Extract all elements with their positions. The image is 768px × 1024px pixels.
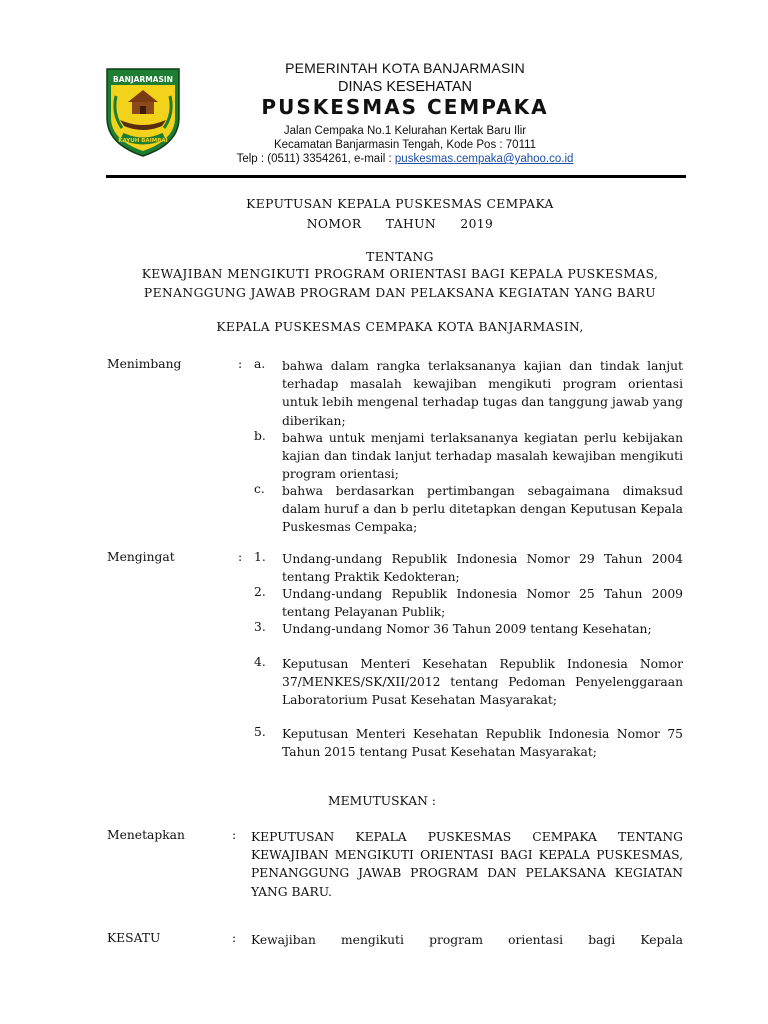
mengingat-label: Mengingat xyxy=(107,550,175,564)
menetapkan-label: Menetapkan xyxy=(107,828,185,842)
email-link[interactable]: puskesmas.cempaka@yahoo.co.id xyxy=(394,153,574,165)
subject-line-2: PENANGGUNG JAWAB PROGRAM DAN PELAKSANA KEGIATAN YANG BARU xyxy=(143,286,657,300)
institution-name: PUSKESMAS CEMPAKA xyxy=(261,95,549,119)
logo-top-text: BANJARMASIN xyxy=(113,75,173,84)
menimbang-marker-a: a. xyxy=(254,357,266,371)
menetapkan-colon: : xyxy=(232,828,237,842)
government-name: PEMERINTAH KOTA BANJARMASIN xyxy=(285,60,525,76)
mengingat-marker-1: 1. xyxy=(254,550,266,564)
logo-bottom-text: KAYUH BAIMBAI xyxy=(118,138,168,144)
mengingat-item-2: Undang-undang Republik Indonesia Nomor 25 Tahun 2009 tentang Pelayanan Publik; xyxy=(282,587,683,620)
decree-title: KEPUTUSAN KEPALA PUSKESMAS CEMPAKA xyxy=(246,197,554,211)
menimbang-item-a: bahwa dalam rangka terlaksananya kajian dan tindak lanjut terhadap masalah kewajiban mengikuti program orientasi untuk lebih mengenal terhadap tugas dan tanggung jawab yang diberikan; xyxy=(282,359,683,428)
mengingat-item-1: Undang-undang Republik Indonesia Nomor 29 Tahun 2004 tentang Praktik Kedokteran; xyxy=(282,552,683,585)
menimbang-item-b: bahwa untuk menjami terlaksananya kegiatan perlu kebijakan kajian dan tindak lanjut terhadap masalah kewajiban mengikuti program orientasi; xyxy=(282,431,683,482)
mengingat-marker-3: 3. xyxy=(254,620,266,634)
mengingat-marker-5: 5. xyxy=(254,725,266,739)
menimbang-item-c: bahwa berdasarkan pertimbangan sebagaimana dimaksud dalam huruf a dan b perlu ditetapkan dengan Keputusan Kepala Puskesmas Cempaka; xyxy=(282,484,683,535)
memutuskan-heading: MEMUTUSKAN : xyxy=(328,794,436,808)
city-emblem-logo xyxy=(104,66,182,158)
address-line-2: Kecamatan Banjarmasin Tengah, Kode Pos : 70111 xyxy=(273,139,537,151)
mengingat-marker-2: 2. xyxy=(254,585,266,599)
letterhead-divider xyxy=(106,175,686,178)
menetapkan-text: KEPUTUSAN KEPALA PUSKESMAS CEMPAKA TENTANG KEWAJIBAN MENGIKUTI ORIENTASI BAGI KEPALA PUSKESMAS, PENANGGUNG JAWAB PROGRAM DAN PELAKSANA KEGIATAN YANG BARU. xyxy=(251,830,683,899)
issuing-official: KEPALA PUSKESMAS CEMPAKA KOTA BANJARMASIN, xyxy=(216,320,584,334)
contact-phone: Telp : (0511) 3354261, e-mail : xyxy=(236,153,395,165)
menimbang-colon: : xyxy=(238,357,243,371)
menimbang-label: Menimbang xyxy=(107,357,182,371)
kesatu-colon: : xyxy=(232,931,237,945)
about-heading: TENTANG xyxy=(366,250,434,264)
mengingat-item-4: Keputusan Menteri Kesehatan Republik Indonesia Nomor 37/MENKES/SK/XII/2012 tentang Pedoman Penyelenggaraan Laboratorium Pusat Kesehatan Masyarakat; xyxy=(282,657,683,708)
menimbang-marker-b: b. xyxy=(254,429,266,443)
decree-number: NOMOR TAHUN 2019 xyxy=(306,217,494,231)
mengingat-item-3: Undang-undang Nomor 36 Tahun 2009 tentang Kesehatan; xyxy=(282,622,652,636)
mengingat-marker-4: 4. xyxy=(254,655,266,669)
menimbang-marker-c: c. xyxy=(254,482,265,496)
address-line-1: Jalan Cempaka No.1 Kelurahan Kertak Baru Ilir xyxy=(283,125,527,137)
contact-line xyxy=(170,153,640,165)
mengingat-colon: : xyxy=(238,550,243,564)
mengingat-item-5: Keputusan Menteri Kesehatan Republik Indonesia Nomor 75 Tahun 2015 tentang Pusat Kesehatan Masyarakat; xyxy=(282,727,683,760)
kesatu-text: Kewajiban mengikuti program orientasi bagi Kepala xyxy=(251,933,683,947)
subject-line-1: KEWAJIBAN MENGIKUTI PROGRAM ORIENTASI BAGI KEPALA PUSKESMAS, xyxy=(141,267,659,281)
department-name: DINAS KESEHATAN xyxy=(337,79,473,95)
kesatu-label: KESATU xyxy=(107,931,161,945)
